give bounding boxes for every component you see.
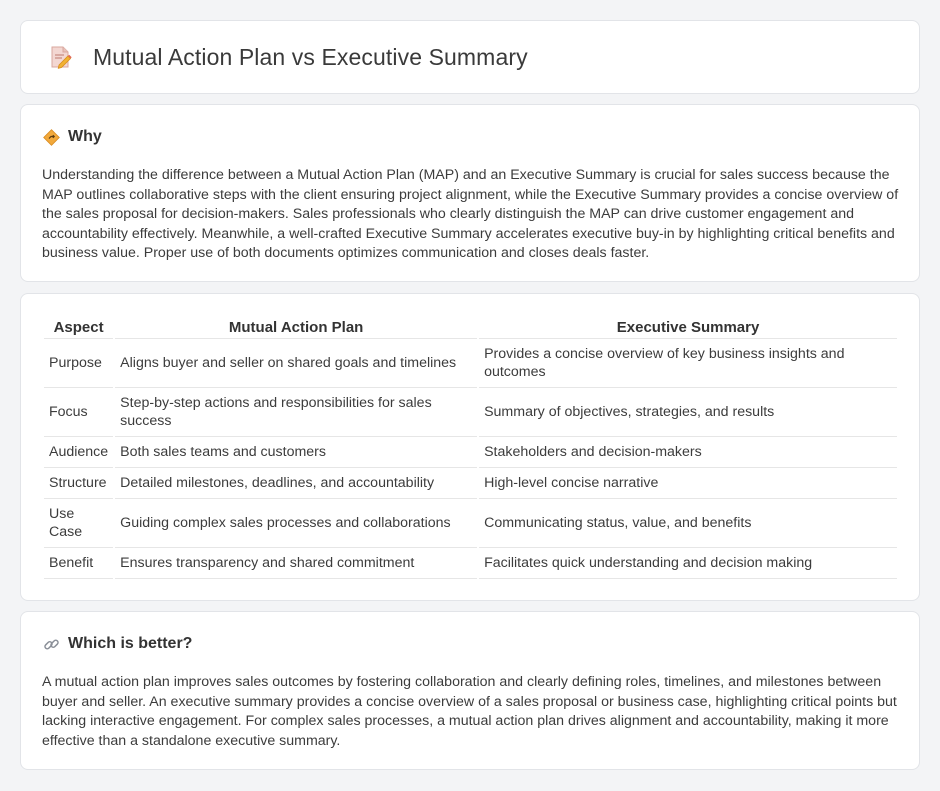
exec-cell: Communicating status, value, and benefits	[479, 499, 897, 548]
aspect-cell: Focus	[44, 388, 113, 437]
comparison-card	[20, 293, 920, 601]
aspect-cell: Use Case	[44, 499, 113, 548]
header-aspect: Aspect	[44, 317, 113, 339]
header-executive-summary: Executive Summary	[479, 317, 897, 339]
map-cell: Guiding complex sales processes and collaborations	[115, 499, 477, 548]
table-row	[44, 468, 897, 499]
why-heading: Why	[68, 128, 102, 145]
table-row	[44, 548, 897, 579]
which-better-section	[20, 611, 920, 770]
exec-cell: High-level concise narrative	[479, 468, 897, 499]
map-cell: Aligns buyer and seller on shared goals and timelines	[115, 339, 477, 388]
exec-cell: Summary of objectives, strategies, and results	[479, 388, 897, 437]
exec-cell: Facilitates quick understanding and decision making	[479, 548, 897, 579]
why-text: Understanding the difference between a Mutual Action Plan (MAP) and an Executive Summary is crucial for sales success because the MAP outlines collaborative steps with the client ensuring project alignment, while the Executive Summary provides a concise overview of the sales proposal for decision-makers. Sales professionals who clearly distinguish the MAP can drive customer engagement and accountability effectively. Meanwhile, a well-crafted Executive Summary accelerates executive buy-in by highlighting critical benefits and business value. Proper use of both documents optimizes communication and closes deals faster.	[42, 167, 899, 262]
table-header-row	[44, 317, 897, 339]
aspect-cell: Audience	[44, 437, 113, 468]
comparison-table	[42, 317, 899, 579]
diamond-warning-icon	[43, 129, 60, 146]
map-cell: Both sales teams and customers	[115, 437, 477, 468]
title-card	[20, 20, 920, 94]
map-cell: Step-by-step actions and responsibilities for sales success	[115, 388, 477, 437]
page-title: Mutual Action Plan vs Executive Summary	[93, 43, 528, 70]
link-icon	[43, 636, 60, 653]
document-edit-icon	[47, 44, 73, 70]
aspect-cell: Structure	[44, 468, 113, 499]
map-cell: Detailed milestones, deadlines, and accountability	[115, 468, 477, 499]
header-mutual-action-plan: Mutual Action Plan	[115, 317, 477, 339]
table-row	[44, 339, 897, 388]
why-section	[20, 104, 920, 282]
table-row	[44, 388, 897, 437]
which-better-text: A mutual action plan improves sales outcomes by fostering collaboration and clearly defining roles, timelines, and milestones between buyer and seller. An executive summary provides a concise overview of a sales proposal or business case, highlighting critical points but lacking interactive engagement. For complex sales processes, a mutual action plan drives alignment and accountability, making it more effective than a standalone executive summary.	[42, 674, 897, 749]
table-row	[44, 437, 897, 468]
aspect-cell: Benefit	[44, 548, 113, 579]
table-row	[44, 499, 897, 548]
exec-cell: Provides a concise overview of key business insights and outcomes	[479, 339, 897, 388]
exec-cell: Stakeholders and decision-makers	[479, 437, 897, 468]
which-better-heading: Which is better?	[68, 635, 193, 652]
map-cell: Ensures transparency and shared commitment	[115, 548, 477, 579]
aspect-cell: Purpose	[44, 339, 113, 388]
